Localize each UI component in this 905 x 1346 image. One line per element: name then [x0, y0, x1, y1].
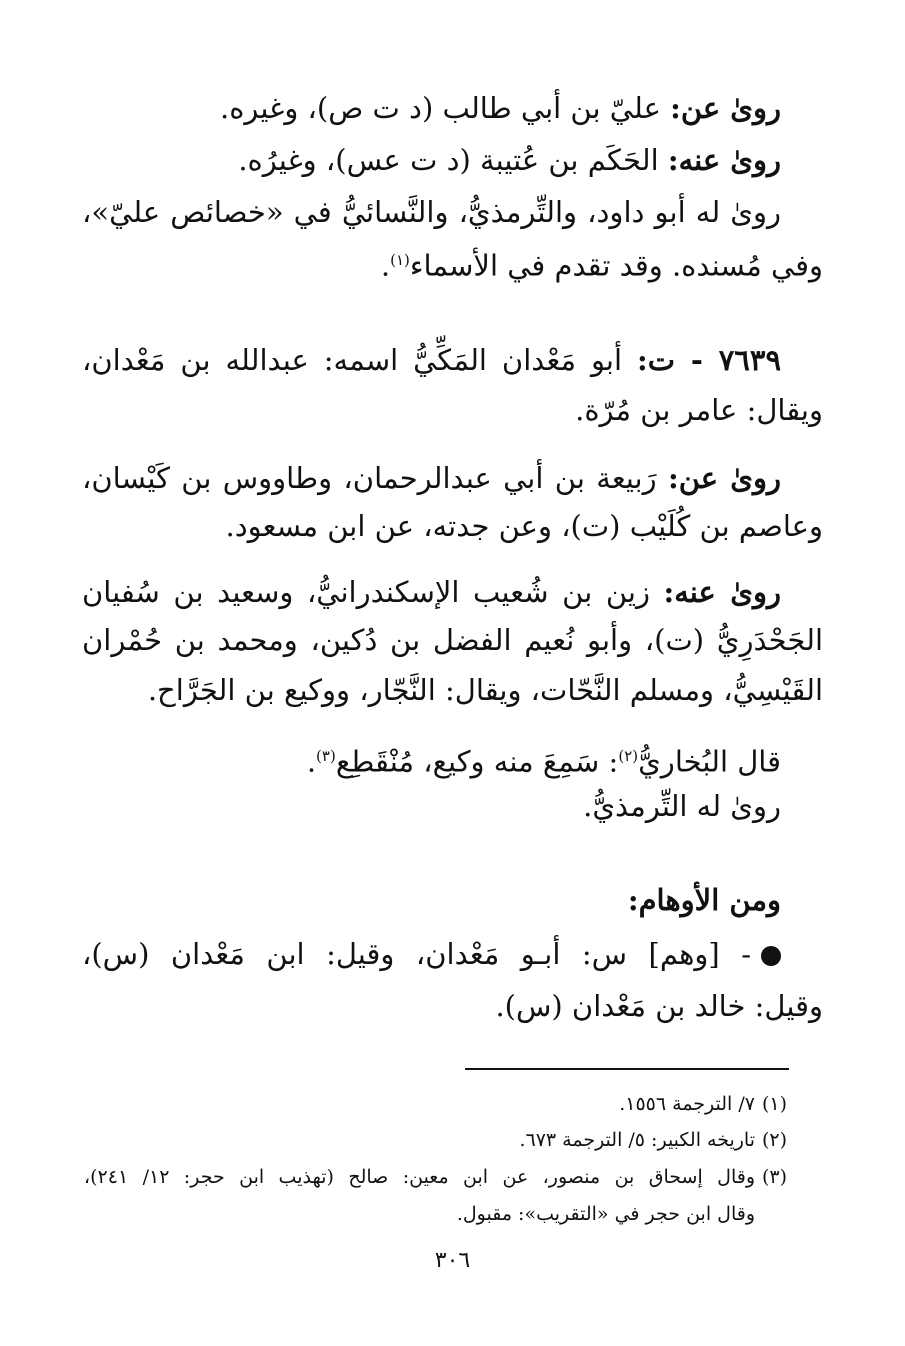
text: : سَمِعَ منه وكيع، مُنْقَطِع [335, 744, 619, 779]
label-rawa-an: روىٰ عن: [668, 461, 782, 495]
para1-line2 [238, 140, 781, 180]
label-rawa-an: روىٰ عن: [670, 91, 781, 125]
label-rawa-anhu: روىٰ عنه: [663, 575, 781, 609]
page-number: ٣٠٦ [434, 1248, 471, 1273]
text-end: . [380, 248, 391, 283]
text: الحَكَم بن عُتيبة (د ت عس)، وغيرُه. [238, 143, 659, 177]
para4-line1 [307, 736, 781, 782]
para4-line2: روىٰ له التِّرمذيُّ. [583, 789, 781, 823]
entry-text: أبو مَعْدان المَكِّيُّ اسمه: عبدالله بن مَعْدان، [82, 343, 623, 377]
entry-line1 [82, 340, 781, 380]
footnote-divider [465, 1068, 789, 1070]
para1-line1 [220, 88, 781, 128]
para1-line3: روىٰ له أبو داود، والتِّرمذيُّ، والنَّسائيُّ في «خصائص عليّ»، [82, 195, 781, 229]
footnote-3-text: وقال إسحاق بن منصور، عن ابن معين: صالح (تهذيب ابن حجر: ١٢/ ٢٤١)، [84, 1166, 755, 1188]
text: زين بن شُعيب الإسكندرانيُّ، وسعيد بن سُفيان [82, 575, 650, 609]
footnote-2-number: (٢) [761, 1129, 787, 1151]
entry-number: ٧٦٣٩ - ت: [637, 343, 782, 377]
footnote-ref-2: (٢) [618, 747, 639, 765]
text: وفي مُسنده. وقد تقدم في الأسماء [409, 248, 823, 283]
para1-line4 [381, 240, 823, 286]
label-rawa-anhu: روىٰ عنه: [667, 143, 781, 177]
footnote-ref-3: (٣) [316, 747, 336, 765]
footnote-1-number: (١) [761, 1093, 787, 1115]
awham-heading: ومن الأوهام: [627, 883, 781, 917]
footnote-ref-1: (١) [390, 251, 410, 269]
para3-line1 [82, 572, 781, 612]
awham-line2: وقيل: خالد بن مَعْدان (س). [495, 989, 823, 1023]
bullet-icon [761, 946, 781, 966]
footnote-3-number: (٣) [761, 1166, 787, 1188]
footnote-3-text-continued: وقال ابن حجر في «التقريب»: مقبول. [456, 1203, 755, 1225]
awham-line1 [82, 934, 781, 974]
text: قال البُخاريُّ [638, 744, 781, 779]
para2-line2: وعاصم بن كُلَيْب (ت)، وعن جدته، عن ابن مسعود. [225, 509, 823, 543]
entry-line2: ويقال: عامر بن مُرّة. [575, 393, 823, 427]
text: رَبيعة بن أبي عبدالرحمان، وطاووس بن كَيْسان، [82, 461, 657, 495]
para3-line3: القَيْسِيُّ، ومسلم النَّحّات، ويقال: النَّجّار، ووكيع بن الجَرَّاح. [147, 673, 823, 707]
footnote-2-text: تاريخه الكبير: ٥/ الترجمة ٦٧٣. [519, 1129, 755, 1151]
para2-line1 [82, 458, 781, 498]
text: - [وهم] س: أبـو مَعْدان، وقيل: ابن مَعْدان (س)، [82, 937, 751, 971]
para3-line2: الجَحْدَرِيُّ (ت)، وأبو نُعيم الفضل بن دُكين، ومحمد بن حُمْران [82, 623, 823, 657]
text-end: . [306, 744, 317, 779]
footnote-1-text: ٧/ الترجمة ١٥٥٦. [619, 1093, 755, 1115]
text: عليّ بن أبي طالب (د ت ص)، وغيره. [220, 91, 661, 125]
